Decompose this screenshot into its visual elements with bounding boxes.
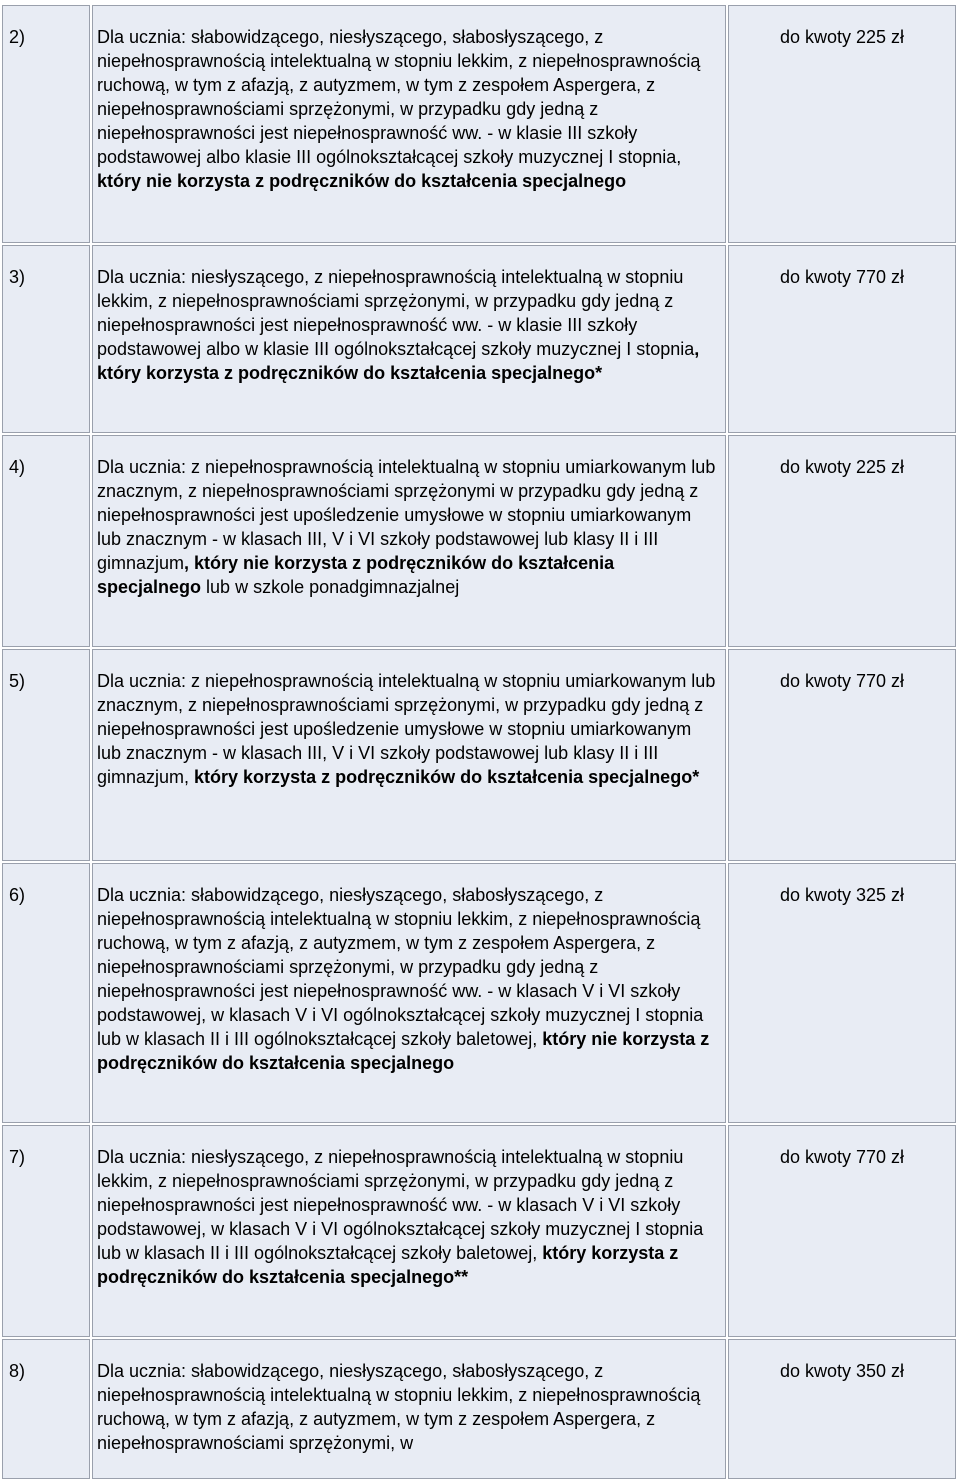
description-text: Dla ucznia: z niepełnosprawnością intelektualną w stopniu umiarkowanym lub znacznym, z niepełnosprawnościami sprzężonymi, w przypadku gdy jedną z niepełnosprawności jest upośledzenie umysłowe w stopniu umiarkowanym lub znacznym - w klasach III, V i VI szkoły podstawowej lub klasy II i III gimnazjum,: [97, 671, 716, 787]
description-bold-text: który nie korzysta z podręczników do kształcenia specjalnego: [97, 171, 627, 191]
description-text: Dla ucznia: niesłyszącego, z niepełnosprawnością intelektualną w stopniu lekkim, z niepełnosprawnościami sprzężonymi, w przypadku gdy jedną z niepełnosprawności jest niepełnosprawność ww. - w klasie III szkoły podstawowej albo w klasie III ogólnokształcącej szkoły muzycznej I stopnia: [97, 267, 695, 359]
row-amount: do kwoty 770 zł: [728, 1125, 956, 1337]
description-text: Dla ucznia: niesłyszącego, z niepełnosprawnością intelektualną w stopniu lekkim, z niepełnosprawnościami sprzężonymi, w przypadku gdy jedną z niepełnosprawności jest niepełnosprawność ww. - w klasach V i VI szkoły podstawowej, w klasach V i VI ogólnokształcącej szkoły muzycznej I stopnia lub w klasach II i III ogólnokształcącej szkoły baletowej,: [97, 1147, 704, 1263]
row-number: 3): [2, 245, 90, 433]
row-number: 6): [2, 863, 90, 1123]
description-text: Dla ucznia: z niepełnosprawnością intelektualną w stopniu umiarkowanym lub znacznym, z niepełnosprawnościami sprzężonymi w przypadku gdy jedną z niepełnosprawności jest upośledzenie umysłowe w stopniu umiarkowanym lub znacznym - w klasach III, V i VI szkoły podstawowej lub klasy II i III gimnazjum: [97, 457, 716, 573]
row-amount: do kwoty 350 zł: [728, 1339, 956, 1479]
row-number: 4): [2, 435, 90, 647]
row-number: 8): [2, 1339, 90, 1479]
description-tail-text: lub w szkole ponadgimnazjalnej: [201, 577, 460, 597]
table-row: [2, 435, 956, 647]
row-amount: do kwoty 225 zł: [728, 435, 956, 647]
eligibility-table: [0, 3, 958, 1481]
row-number: 5): [2, 649, 90, 861]
description-text: Dla ucznia: słabowidzącego, niesłyszącego, słabosłyszącego, z niepełnosprawnością intelektualną w stopniu lekkim, z niepełnosprawnością ruchową, w tym z afazją, z autyzmem, w tym z zespołem Aspergera, z niepełnosprawnościami sprzężonymi, w przypadku gdy jedną z niepełnosprawności jest niepełnosprawność ww. - w klasach V i VI szkoły podstawowej, w klasach V i VI ogólnokształcącej szkoły muzycznej I stopnia lub w klasach II i III ogólnokształcącej szkoły baletowej,: [97, 885, 704, 1049]
row-number: 7): [2, 1125, 90, 1337]
row-description: [92, 649, 726, 861]
table-row: [2, 1125, 956, 1337]
row-amount: do kwoty 225 zł: [728, 5, 956, 243]
description-text: Dla ucznia: słabowidzącego, niesłyszącego, słabosłyszącego, z niepełnosprawnością intelektualną w stopniu lekkim, z niepełnosprawnością ruchową, w tym z afazją, z autyzmem, w tym z zespołem Aspergera, z niepełnosprawnościami sprzężonymi, w: [97, 1361, 701, 1453]
row-description: [92, 245, 726, 433]
table-row: [2, 245, 956, 433]
description-bold-text: który korzysta z podręczników do kształcenia specjalnego*: [189, 767, 700, 787]
description-bold-text: który nie korzysta z podręczników do kształcenia specjalnego: [97, 1029, 710, 1073]
row-amount: do kwoty 770 zł: [728, 649, 956, 861]
row-amount: do kwoty 325 zł: [728, 863, 956, 1123]
description-bold-text: który korzysta z podręczników do kształcenia specjalnego**: [97, 1243, 679, 1287]
row-description: [92, 1339, 726, 1479]
table-row: [2, 863, 956, 1123]
description-bold-text: , który korzysta z podręczników do kształcenia specjalnego*: [97, 339, 700, 383]
description-text: Dla ucznia: słabowidzącego, niesłyszącego, słabosłyszącego, z niepełnosprawnością intelektualną w stopniu lekkim, z niepełnosprawnością ruchową, w tym z afazją, z autyzmem, w tym z zespołem Aspergera, z niepełnosprawnościami sprzężonymi, w przypadku gdy jedną z niepełnosprawności jest niepełnosprawność ww. - w klasie III szkoły podstawowej albo klasie III ogólnokształcącej szkoły muzycznej I stopnia,: [97, 27, 701, 167]
row-description: [92, 1125, 726, 1337]
description-bold-text: , który nie korzysta z podręczników do kształcenia specjalnego: [97, 553, 615, 597]
table-row: [2, 649, 956, 861]
row-description: [92, 435, 726, 647]
table-row: [2, 1339, 956, 1479]
row-amount: do kwoty 770 zł: [728, 245, 956, 433]
table-row: [2, 5, 956, 243]
row-description: [92, 863, 726, 1123]
row-description: [92, 5, 726, 243]
row-number: 2): [2, 5, 90, 243]
